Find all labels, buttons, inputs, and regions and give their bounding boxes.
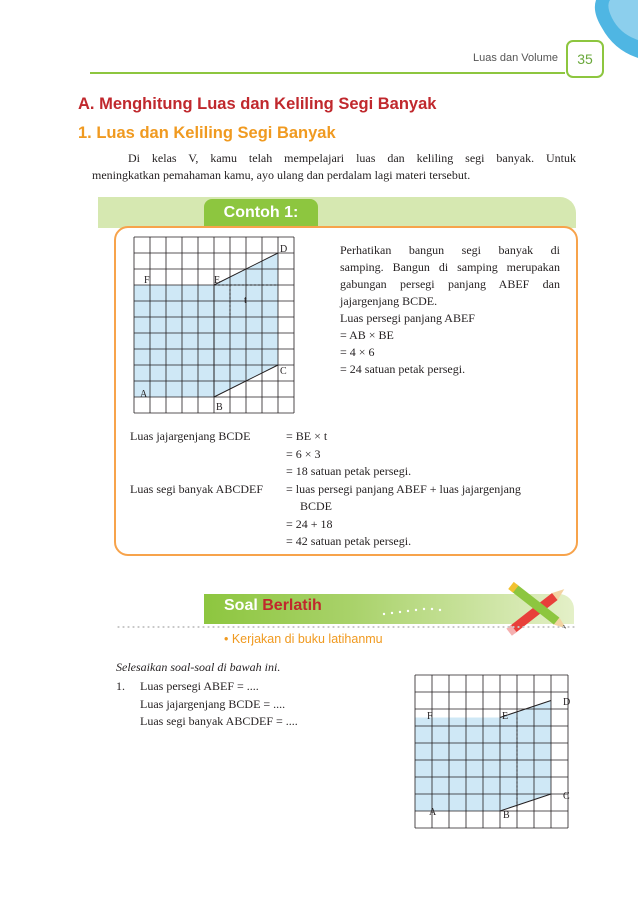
question-line: Luas jajargenjang BCDE = ....: [140, 696, 286, 711]
example-text-line: samping. Bangun di samping merupakan: [340, 260, 560, 274]
running-head: Luas dan Volume: [472, 52, 558, 64]
calc-value: = BE × t: [286, 429, 328, 443]
question-line: Luas segi banyak ABCDEF = ....: [140, 714, 298, 728]
practice-prompt: Selesaikan soal-soal di bawah ini.: [116, 660, 281, 674]
calc-value: = 6 × 3: [286, 446, 321, 461]
practice-title-white: Soal: [224, 597, 258, 614]
practice-title: [224, 597, 322, 615]
practice-title-red: Berlatih: [262, 597, 322, 614]
calc-value: = 24 + 18: [286, 516, 333, 531]
question-line: Luas persegi ABEF = ....: [140, 679, 259, 693]
label-f: F: [144, 275, 150, 286]
section-heading: A. Menghitung Luas dan Keliling Segi Banyak: [78, 95, 437, 113]
header-rule: [90, 72, 565, 74]
label-a: A: [140, 389, 148, 400]
label-c: C: [280, 366, 287, 377]
practice-label-b: B: [503, 810, 510, 821]
practice-label-e: E: [502, 711, 509, 722]
page-number: 35: [566, 40, 604, 78]
intro-paragraph: [92, 150, 576, 184]
question-number: 1.: [116, 679, 125, 693]
example-text-line: = 4 × 6: [340, 345, 375, 359]
practice-grid-figure: [410, 670, 582, 834]
practice-label-c: C: [563, 791, 570, 802]
example-text-line: gabungan persegi panjang ABEF dan: [340, 277, 560, 291]
calc-value: = 42 satuan petak persegi.: [286, 534, 412, 548]
example-text-line: = 24 satuan petak persegi.: [340, 362, 466, 376]
label-d: D: [280, 244, 288, 255]
example-text-line: = AB × BE: [340, 328, 394, 342]
pencils-icon: [500, 578, 580, 642]
dotted-divider: [116, 626, 576, 628]
calc-label: Luas jajargenjang BCDE: [130, 429, 251, 443]
example-grid-figure: [128, 232, 303, 422]
intro-line: Di kelas V, kamu telah mempelajari luas dan keliling segi banyak. Untuk: [128, 151, 576, 165]
example-text-line: Perhatikan bangun segi banyak di: [340, 243, 560, 257]
example-text-line: jajargenjang BCDE.: [340, 294, 438, 308]
example-tab: Contoh 1:: [204, 199, 318, 226]
subsection-heading: 1. Luas dan Keliling Segi Banyak: [78, 124, 336, 142]
calc-value: = luas persegi panjang ABEF + luas jajargenjang: [286, 481, 521, 496]
calc-value: BCDE: [300, 499, 333, 513]
practice-instruction: • Kerjakan di buku latihanmu: [224, 632, 383, 646]
label-b: B: [216, 402, 223, 413]
intro-line: meningkatkan pemahaman kamu, ayo ulang dan perdalam lagi materi tersebut.: [92, 168, 471, 182]
label-e: E: [214, 275, 221, 286]
calc-label: Luas segi banyak ABCDEF: [130, 481, 263, 496]
example-explanation: [340, 242, 560, 378]
band-dots-decoration: [380, 604, 460, 618]
example-text-line: Luas persegi panjang ABEF: [340, 311, 475, 325]
label-t: t: [244, 295, 247, 306]
practice-label-d: D: [563, 697, 571, 708]
example-band: [98, 197, 576, 228]
practice-label-f: F: [427, 711, 433, 722]
calc-value: = 18 satuan petak persegi.: [286, 464, 412, 478]
practice-label-a: A: [429, 807, 437, 818]
